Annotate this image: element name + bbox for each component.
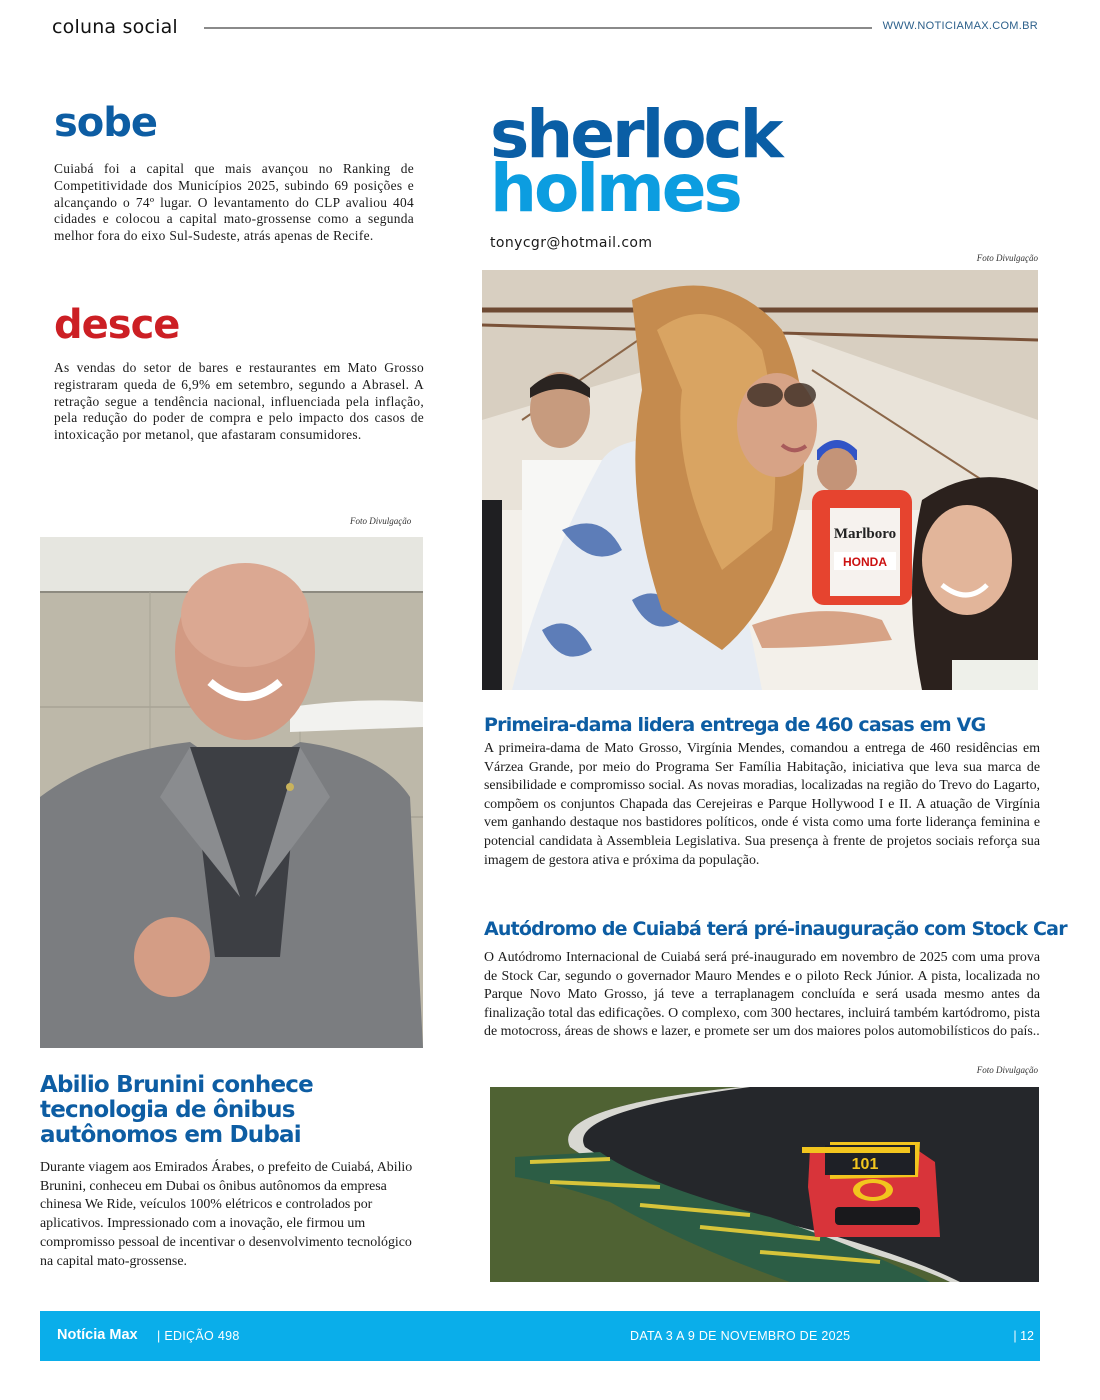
- abilio-photo-illustration: [40, 537, 423, 1048]
- article-text-vg: A primeira-dama de Mato Grosso, Virgínia Mendes, comandou a entrega de 460 residências em Várzea Grande, por meio do Programa Ser Família Habitação, iniciativa que leva sua marca de sensibilidade e compromisso social. As novas moradias, localizadas na região do Trevo do Lagarto, compõem os conjuntos Chapada das Cerejeiras e Parque Hollywood I e II. A atuação de Virgínia vem ganhando destaque nos bastidores políticos, onde é vista como uma forte liderança feminina e potencial candidata à Assembleia Legislativa. Sua presença à frente de projetos sociais reforça sua imagem de gestora ativa e próxima da população.: [484, 741, 1040, 868]
- sobe-label: sobe: [54, 100, 158, 146]
- section-name: coluna social: [52, 16, 178, 38]
- header-rule: [204, 27, 872, 29]
- page-header: [52, 16, 1038, 42]
- column-title-line2: holmes: [490, 150, 740, 227]
- footer-edition: | EDIÇÃO 498: [157, 1329, 240, 1343]
- desce-label: desce: [54, 302, 180, 348]
- column-title-line1: sherlock: [490, 96, 781, 173]
- column-title: [490, 96, 781, 227]
- sobe-text: Cuiabá foi a capital que mais avançou no Ranking de Competitividade dos Municípios 2025, subindo 69 posições e alcançando o 74º lugar. O levantamento do CLP avaliou 404 cidades e colocou a capital mato-grossense como a segunda melhor fora do eixo Sul-Sudeste, atrás apenas de Recife.: [54, 161, 414, 244]
- footer-brand: Notícia Max: [57, 1327, 138, 1343]
- article-headline-autodromo[interactable]: Autódromo de Cuiabá terá pré-inauguração com Stock Car: [484, 918, 1067, 940]
- article-text-abilio: Durante viagem aos Emirados Árabes, o prefeito de Cuiabá, Abilio Brunini, conheceu em Dubai os ônibus autônomos da empresa chinesa We Ride, veículos 100% elétricos e controlados por aplicativos. Impressionado com a inovação, ele firmou um compromisso pessoal de incentivar o desenvolvimento tecnológico na capital mato-grossense.: [40, 1160, 413, 1269]
- first-lady-photo-illustration: [482, 270, 1038, 690]
- first-lady-photo: [482, 270, 1038, 690]
- site-url[interactable]: WWW.NOTICIAMAX.COM.BR: [882, 20, 1038, 32]
- abilio-photo: [40, 537, 423, 1048]
- photo-credit: Foto Divulgação: [976, 1065, 1038, 1075]
- article-headline-abilio[interactable]: Abilio Brunini conhece tecnologia de ônibus autônomos em Dubai: [40, 1072, 313, 1148]
- stock-car-photo-illustration: [490, 1087, 1039, 1282]
- page-number: | 12: [1013, 1329, 1034, 1343]
- car-number: 101: [851, 1156, 879, 1173]
- column-email[interactable]: tonycgr@hotmail.com: [490, 235, 653, 251]
- jersey-sponsor: HONDA: [843, 555, 887, 569]
- page-footer: [40, 1311, 1040, 1361]
- stock-car-photo: [490, 1087, 1039, 1282]
- desce-text: As vendas do setor de bares e restaurantes em Mato Grosso registraram queda de 6,9% em setembro, segundo a Abrasel. A retração segue a tendência nacional, influenciada pela inflação, pela redução do poder de compra e pelo impacto dos casos de intoxicação por metanol, que afastaram consumidores.: [54, 360, 424, 443]
- jersey-text: Marlboro: [833, 526, 897, 542]
- photo-credit: Foto Divulgação: [350, 516, 412, 526]
- article-text-autodromo: O Autódromo Internacional de Cuiabá será pré-inaugurado em novembro de 2025 com uma prova de Stock Car, segundo o governador Mauro Mendes e o piloto Reck Júnior. A pista, localizada no Parque Novo Mato Grosso, já teve a terraplanagem concluída e será usada mesmo antes da finalização total das edificações. O complexo, com 300 hectares, incluirá também kartódromo, pista de motocross, áreas de shows e lazer, e promete ser um dos maiores polos automobilísticos do país..: [484, 950, 1040, 1040]
- photo-credit: Foto Divulgação: [976, 253, 1038, 263]
- footer-date: DATA 3 A 9 DE NOVEMBRO DE 2025: [630, 1329, 851, 1343]
- article-headline-vg[interactable]: Primeira-dama lidera entrega de 460 casas em VG: [484, 714, 986, 736]
